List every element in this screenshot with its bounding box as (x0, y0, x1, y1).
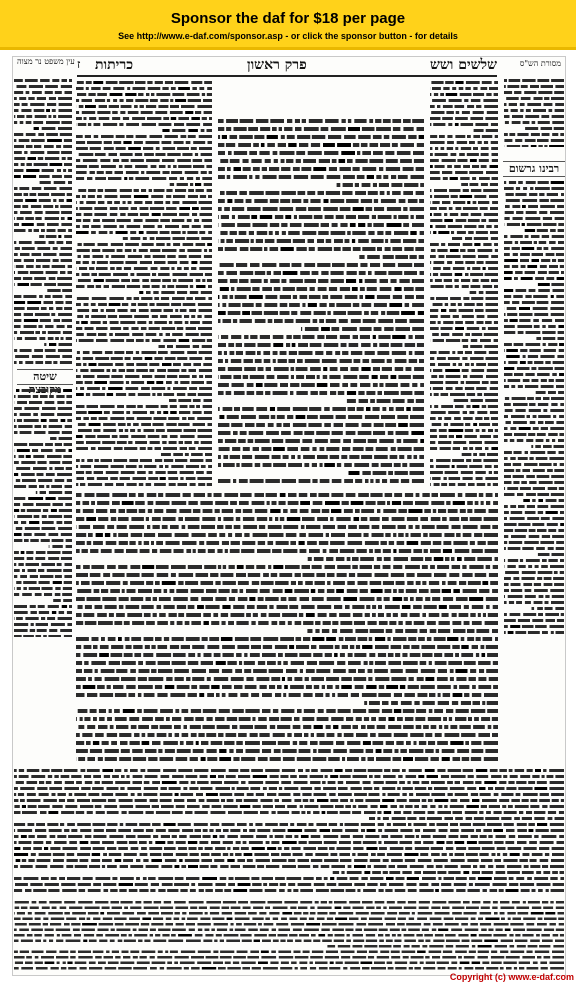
gemara-text (217, 117, 425, 487)
masoret-hashas-label: מסורת הש"ס (519, 59, 561, 68)
masoret-text (503, 77, 565, 147)
talmud-page (12, 56, 566, 976)
sponsor-banner[interactable] (0, 0, 576, 50)
gemara-wide-column (75, 491, 499, 761)
daf-number: ז (77, 57, 81, 71)
ein-mishpat-column (13, 77, 73, 367)
lower-commentary-text (13, 767, 565, 895)
ein-mishpat-label: עין משפט נר מצוה (17, 57, 75, 66)
rabbeinu-gershom-text (503, 179, 565, 639)
sponsor-banner-title[interactable]: Sponsor the daf for $18 per page (170, 10, 406, 27)
footnotes-column (13, 899, 565, 973)
rabbeinu-gershom-title: רבינו גרשום (503, 161, 565, 177)
tractate-name: כריתות (95, 57, 134, 73)
masoret-column (503, 77, 565, 147)
rashi-column (429, 79, 499, 487)
copyright-notice[interactable]: Copyright (c) www.e-daf.com (449, 972, 574, 982)
ein-mishpat-text (13, 77, 73, 367)
page-header (77, 57, 497, 77)
shita-mekubetzet-text (13, 387, 73, 637)
gemara-wide-text (75, 491, 499, 761)
chapter-number: פרק ראשון (247, 57, 307, 73)
sponsor-banner-subtitle[interactable]: See http://www.e-daf.com/sponsor.asp - or click the sponsor button - for details (118, 31, 458, 41)
footnotes-text (13, 899, 565, 973)
shita-mekubetzet-column (13, 387, 73, 637)
tosafot-column (75, 79, 213, 487)
tosafot-text (75, 79, 213, 487)
gemara-text-column (217, 117, 425, 487)
rashi-text (429, 79, 499, 487)
chapter-name: שלשים ושש (429, 57, 497, 73)
rabbeinu-gershom-column (503, 179, 565, 639)
lower-commentary-column (13, 767, 565, 895)
shita-mekubetzet-title: שיטה (17, 369, 73, 385)
